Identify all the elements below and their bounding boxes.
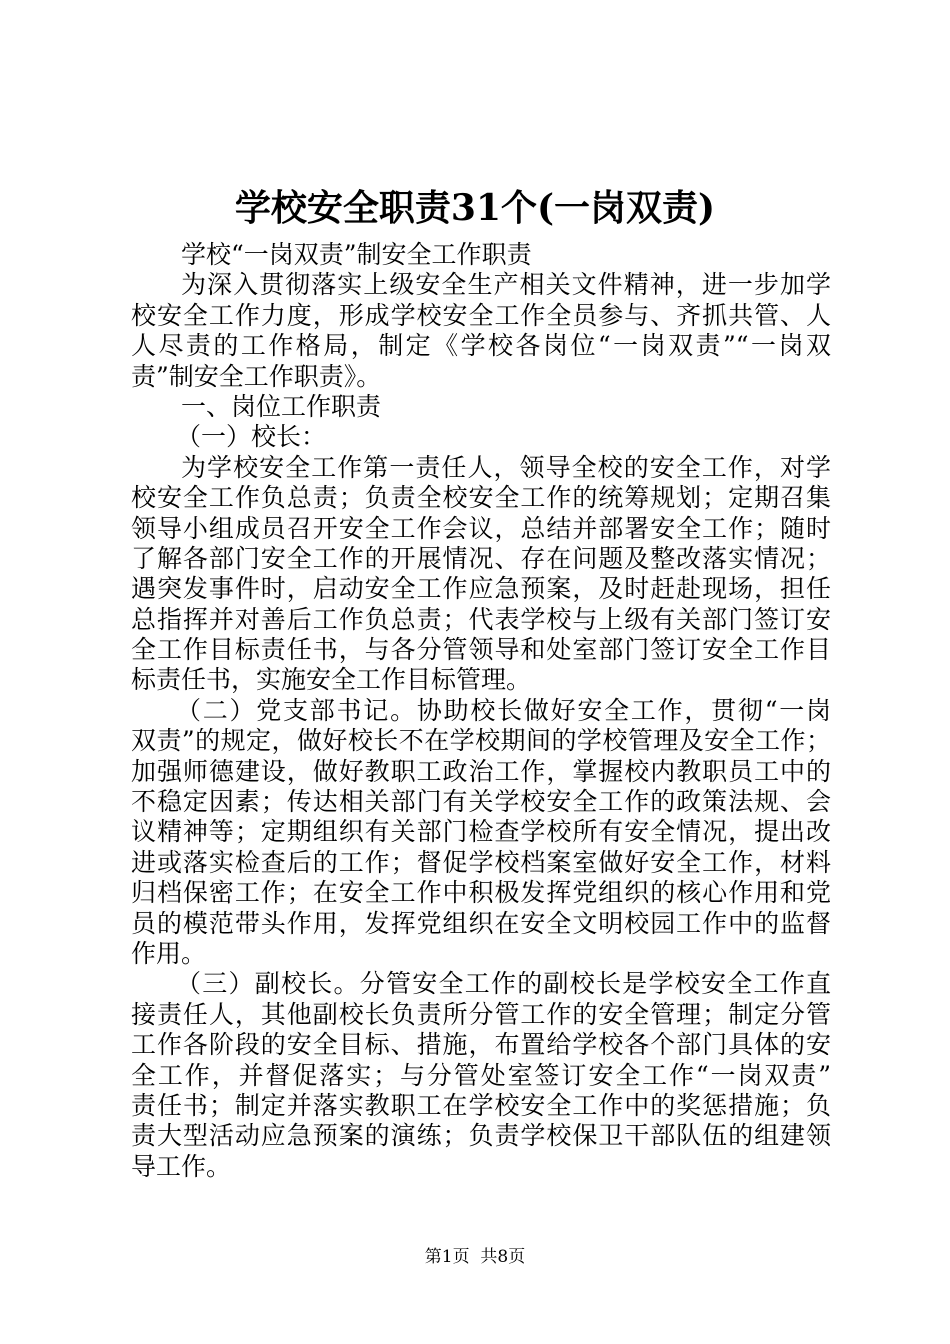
paragraph-line: 作用。 <box>131 938 207 968</box>
paragraph-line: 了解各部门安全工作的开展情况、存在问题及整改落实情况； <box>131 543 831 573</box>
document-body <box>131 240 831 1182</box>
paragraph-line: （三）副校长。分管安全工作的副校长是学校安全工作直 <box>176 969 831 999</box>
paragraph-line: 校安全工作负总责；负责全校安全工作的统筹规划；定期召集 <box>131 483 831 513</box>
document-title: 学校安全职责31个(一岗双责) <box>234 187 716 229</box>
paragraph-line: 加强师德建设，做好教职工政治工作，掌握校内教职员工中的 <box>131 756 831 786</box>
paragraph-line: 总指挥并对善后工作负总责；代表学校与上级有关部门签订安 <box>131 604 831 634</box>
paragraph-line: 不稳定因素；传达相关部门有关学校安全工作的政策法规、会 <box>131 787 831 817</box>
paragraph-line: 责任书；制定并落实教职工在学校安全工作中的奖惩措施；负 <box>131 1090 831 1120</box>
subtitle-line: 学校“一岗双责”制安全工作职责 <box>181 240 532 269</box>
paragraph-line: 进或落实检查后的工作；督促学校档案室做好安全工作，材料 <box>131 847 831 877</box>
paragraph-line: 全工作，并督促落实；与分管处室签订安全工作“一岗双责” <box>131 1060 831 1090</box>
paragraph-line: 责大型活动应急预案的演练；负责学校保卫干部队伍的组建领 <box>131 1121 831 1151</box>
page-number-footer: 第1页 共8页 <box>424 1247 526 1267</box>
paragraph-line: 议精神等；定期组织有关部门检查学校所有安全情况，提出改 <box>131 817 831 847</box>
paragraph-line: 领导小组成员召开安全工作会议，总结并部署安全工作；随时 <box>131 513 831 543</box>
paragraph-line: 工作各阶段的安全目标、措施，布置给学校各个部门具体的安 <box>131 1030 831 1060</box>
paragraph-line: （二）党支部书记。协助校长做好安全工作，贯彻“一岗 <box>176 695 831 725</box>
paragraph-line: 人尽责的工作格局，制定《学校各岗位“一岗双责”“一岗双 <box>131 331 831 361</box>
paragraph-line: 全工作目标责任书，与各分管领导和处室部门签订安全工作目 <box>131 635 831 665</box>
paragraph-line: 导工作。 <box>131 1151 232 1181</box>
section-heading: 一、岗位工作职责 <box>181 391 382 421</box>
paragraph-line: 遇突发事件时，启动安全工作应急预案，及时赶赴现场，担任 <box>131 574 831 604</box>
paragraph-line: 为学校安全工作第一责任人，领导全校的安全工作，对学 <box>181 452 831 482</box>
paragraph-line: 责”制安全工作职责》。 <box>131 361 382 391</box>
subsection-heading: （一）校长： <box>176 422 327 452</box>
paragraph-line: 标责任书，实施安全工作目标管理。 <box>131 665 532 695</box>
paragraph-line: 归档保密工作；在安全工作中积极发挥党组织的核心作用和党 <box>131 878 831 908</box>
paragraph-line: 校安全工作力度，形成学校安全工作全员参与、齐抓共管、人 <box>131 300 831 330</box>
paragraph-line: 为深入贯彻落实上级安全生产相关文件精神，进一步加学 <box>181 270 831 300</box>
paragraph-line: 双责”的规定，做好校长不在学校期间的学校管理及安全工作； <box>131 726 831 756</box>
paragraph-line: 员的模范带头作用，发挥党组织在安全文明校园工作中的监督 <box>131 908 831 938</box>
paragraph-line: 接责任人，其他副校长负责所分管工作的安全管理；制定分管 <box>131 999 831 1029</box>
